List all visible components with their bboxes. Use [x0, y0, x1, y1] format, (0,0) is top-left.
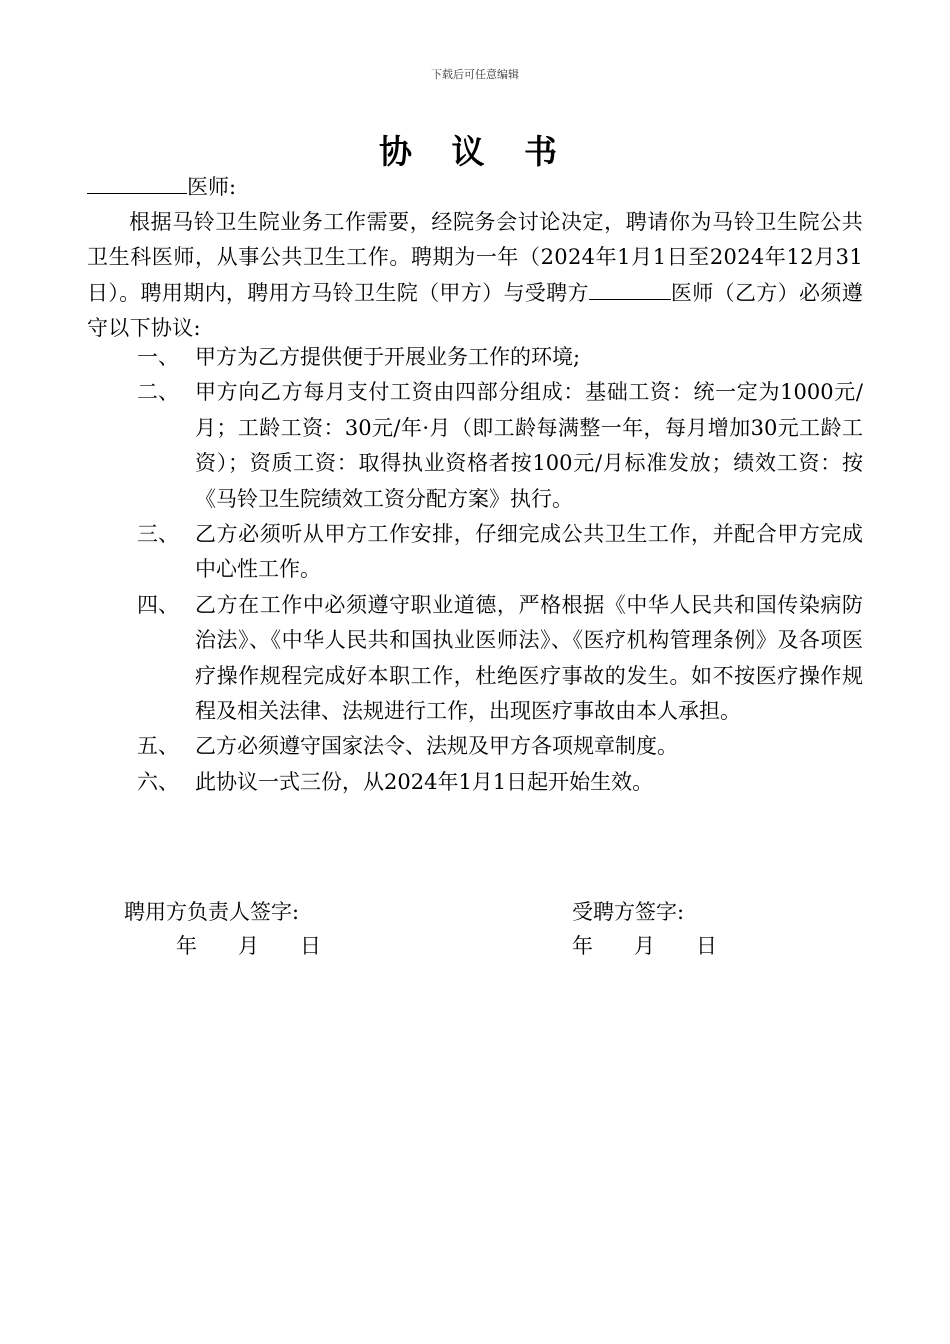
month-label: 月: [238, 934, 259, 958]
intro-text-part1: 根据马铃卫生院业务工作需要，经院务会讨论决定，聘请你为马铃卫生院公共卫生科医师，从事公共卫生工作。聘期为一年（2024年1月1日至2024年12月31日）。聘用期内，聘用方马铃卫生院（甲方）与受聘方: [87, 210, 863, 305]
employee-signature-block: [572, 895, 758, 963]
salutation: [87, 170, 863, 205]
employee-signature-label: 受聘方签字:: [572, 900, 685, 924]
employer-signature-label: 聘用方负责人签字:: [124, 900, 300, 924]
clause-text: 甲方向乙方每月支付工资由四部分组成：基础工资：统一定为1000元/月；工龄工资：30元/年·月（即工龄每满整一年，每月增加30元工龄工资）；资质工资：取得执业资格者按100元/月标准发放；绩效工资：按《马铃卫生院绩效工资分配方案》执行。: [195, 380, 863, 511]
employer-signature-block: [124, 895, 362, 963]
clause-number: 四、: [137, 592, 179, 617]
clause-number: 五、: [137, 734, 179, 759]
header-note: 下载后可任意编辑: [431, 68, 519, 81]
employer-date-line: [124, 929, 362, 963]
clause-item: [137, 517, 863, 588]
clause-text: 乙方在工作中必须遵守职业道德，严格根据《中华人民共和国传染病防治法》、《中华人民共和国执业医师法》、《医疗机构管理条例》及各项医疗操作规程完成好本职工作，杜绝医疗事故的发生。如不按医疗操作规程及相关法律、法规进行工作，出现医疗事故由本人承担。: [195, 592, 863, 724]
clause-text: 乙方必须遵守国家法令、法规及甲方各项规章制度。: [195, 734, 678, 759]
month-label: 月: [634, 934, 655, 958]
clause-text: 乙方必须听从甲方工作安排，仔细完成公共卫生工作，并配合甲方完成中心性工作。: [195, 522, 863, 582]
day-label: 日: [300, 934, 321, 958]
clause-item: [137, 765, 863, 800]
clause-item: [137, 729, 863, 764]
clause-text: 甲方为乙方提供便于开展业务工作的环境;: [195, 345, 581, 369]
clause-text: 此协议一式三份，从2024年1月1日起开始生效。: [195, 769, 654, 794]
intro-paragraph: [87, 205, 863, 347]
employee-date-line: [572, 929, 758, 963]
clause-number: 六、: [137, 769, 179, 794]
clause-item: [137, 340, 863, 375]
day-label: 日: [696, 934, 717, 958]
salutation-suffix: 医师:: [187, 175, 237, 199]
clause-item: [137, 375, 863, 517]
clause-number: 三、: [137, 522, 179, 547]
employee-name-blank-line: [589, 279, 671, 300]
clause-number: 一、: [137, 345, 179, 369]
clause-item: [137, 588, 863, 730]
intro-text-part2: 医师（乙方）必须遵守以下协议:: [87, 280, 863, 341]
name-blank-line: [87, 173, 187, 194]
document-title: 协 议 书: [379, 132, 571, 171]
clause-number: 二、: [137, 380, 179, 405]
year-label: 年: [572, 934, 593, 958]
clause-list: [137, 340, 863, 800]
year-label: 年: [176, 934, 197, 958]
